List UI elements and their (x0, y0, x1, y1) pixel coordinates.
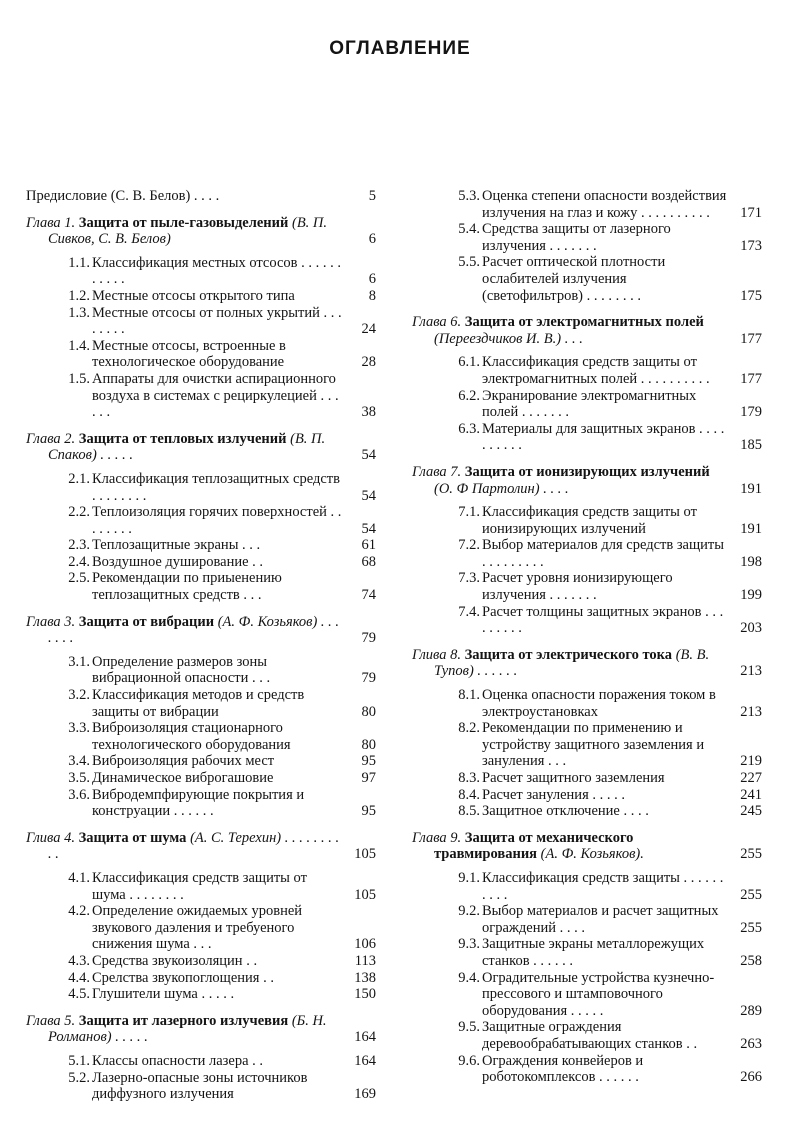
page-number: 198 (740, 553, 762, 570)
section-number: 1.1. (68, 254, 90, 271)
section-title: Расчет толщины защитных экранов . . . . . . . . . (482, 603, 724, 637)
section-number: 1.3. (68, 304, 90, 321)
chapter-title: Защита от ионизирующих излучений (464, 463, 710, 480)
section-title: Расчет защитного заземления (482, 770, 665, 786)
chapter-number: 8. (450, 646, 461, 663)
section-number: 1.5. (68, 370, 90, 387)
section-title: Средства звукоизоляцин . . (92, 952, 258, 969)
section-number: 9.1. (458, 869, 480, 886)
section-title: Виброизоляция стационарного технологического оборудования (92, 720, 291, 753)
section-title: Воздушное душирование . . (92, 553, 264, 570)
page-number: 258 (740, 952, 762, 969)
toc-section (412, 570, 762, 603)
preface-text: Предисловие (С. В. Белов) . . . . (26, 188, 220, 204)
toc-section (412, 803, 762, 820)
toc-section (26, 288, 376, 305)
toc-section (26, 537, 376, 554)
section-number: 9.5. (458, 1019, 480, 1036)
section-number: 7.1. (458, 504, 480, 521)
chapter-number: 7. (450, 463, 462, 480)
toc-section (26, 687, 376, 720)
page-number: 79 (361, 630, 376, 647)
toc-section (26, 787, 376, 820)
chapter-label: Глава (26, 613, 61, 630)
chapter-authors: (А. С. Терехин) . . . . . . . . . . (48, 829, 340, 863)
chapter-authors: (О. Ф Партолин) . . . . (434, 480, 569, 497)
toc-section (412, 770, 762, 787)
toc-section (412, 354, 762, 387)
page-number: 213 (740, 703, 762, 720)
section-title: Оценка опасности поражения током в электроустановках (482, 687, 716, 720)
section-number: 2.1. (68, 470, 90, 487)
toc-preface (26, 188, 376, 205)
page-number: 255 (740, 919, 762, 936)
chapter-authors: (А. Ф. Козьяков). (540, 846, 644, 863)
toc-section (26, 471, 376, 504)
chapter-number: 1. (64, 214, 76, 231)
toc-section (412, 787, 762, 804)
page-number: 241 (740, 786, 762, 803)
section-title: Оградительные устройства кузнечно-прессового и штамповочного оборудования . . . . . (482, 969, 715, 1019)
page-number: 227 (740, 770, 762, 786)
page-number: 6 (368, 271, 376, 288)
toc-section (26, 770, 376, 787)
toc-section (26, 903, 376, 953)
page-number: 113 (354, 952, 376, 969)
section-title: Выбор материалов и расчет защитных ограждений . . . . (482, 903, 719, 936)
chapter-title: Защита от шума (78, 829, 187, 846)
chapter-authors: (В. П. Спаков) . . . . . (48, 430, 326, 464)
section-number: 3.3. (68, 720, 90, 737)
page-number: 177 (740, 330, 762, 347)
section-number: 2.3. (68, 537, 90, 554)
page-number: 255 (740, 886, 762, 903)
section-title: Классы опасности лазера . . (92, 1052, 264, 1069)
page-number: 171 (740, 204, 762, 221)
section-number: 7.2. (458, 537, 480, 554)
chapter-authors: (В. В. Тупов) . . . . . . (434, 646, 710, 680)
toc-section (412, 188, 762, 221)
section-title: Выбор материалов для средств защиты . . . . . . . . . (482, 537, 724, 570)
page-number: 95 (361, 803, 376, 820)
chapter-number: 2. (64, 430, 76, 447)
section-title: Расчет оптической плотности ослабителей излучения (светофильтров) . . . . . . . . (482, 254, 666, 304)
chapter-label: Глива (412, 646, 447, 663)
section-title: Классификация средств защиты . . . . . . . . . . (482, 869, 724, 903)
section-title: Теплоизоляция горячих поверхностей . . . . . . . . (92, 504, 342, 537)
section-title: Классификация средств защиты от электромагнитных полей . . . . . . . . . . (482, 354, 710, 387)
toc-section (26, 570, 376, 603)
section-title: Рекомендации по применению и устройству защитного заземления и зануления . . . (482, 720, 705, 770)
toc-section (26, 986, 376, 1003)
chapter-number: 9. (450, 829, 462, 846)
section-title: Классификация средств защиты от ионизирующих излучений (482, 504, 697, 537)
chapter-title: Защита ит лазерного излучевия (78, 1012, 289, 1029)
chapter-authors: (Б. Н. Ролманов) . . . . . (48, 1012, 327, 1046)
toc-section (412, 537, 762, 570)
page-number: 24 (361, 321, 376, 338)
section-title: Классификация местных отсосов . . . . . . . . . . . (92, 254, 341, 288)
section-number: 8.5. (458, 803, 480, 820)
section-number: 9.2. (458, 903, 480, 920)
section-title: Определение размеров зоны вибрационной опасности . . . (92, 653, 271, 687)
toc-section (26, 255, 376, 288)
page-number: 173 (740, 237, 762, 254)
section-number: 7.3. (458, 570, 480, 587)
toc-section (412, 504, 762, 537)
toc-chapter (26, 215, 376, 248)
section-title: Местные отсосы, встроенные в технологическое оборудование (92, 337, 286, 371)
section-number: 9.4. (458, 969, 480, 986)
page-number: 80 (361, 703, 376, 720)
page-number: 263 (740, 1035, 762, 1052)
toc-chapter (412, 647, 762, 680)
section-title: Материалы для защитных экранов . . . . . . . . . . (482, 420, 725, 454)
toc-right-column (412, 188, 762, 1086)
toc-section (26, 1070, 376, 1103)
section-number: 8.4. (458, 786, 480, 803)
section-number: 3.6. (68, 786, 90, 803)
page-number: 95 (361, 753, 376, 770)
toc-section (26, 654, 376, 687)
page-number: 175 (740, 287, 762, 304)
page-number: 266 (740, 1069, 762, 1086)
toc-section (26, 504, 376, 537)
page-number: 105 (354, 846, 376, 863)
chapter-label: Глава (412, 829, 447, 846)
section-number: 4.3. (68, 952, 90, 969)
page-number: 5 (368, 188, 376, 204)
toc-section (26, 953, 376, 970)
page-number: 199 (740, 587, 762, 604)
toc-section (26, 870, 376, 903)
page-number: 138 (354, 969, 376, 986)
section-number: 9.6. (458, 1052, 480, 1069)
section-title: Защитные ограждения деревообрабатывающих станков . . (482, 1019, 698, 1052)
toc-chapter (26, 431, 376, 464)
toc-chapter (26, 614, 376, 647)
section-number: 3.1. (68, 653, 90, 670)
chapter-title: Защита от пыле-газовыделений (78, 214, 289, 231)
page-number: 38 (361, 404, 376, 421)
page-number: 105 (354, 886, 376, 903)
page-number: 191 (740, 480, 762, 497)
section-title: Защитное отключение . . . . (482, 803, 649, 820)
section-number: 5.2. (68, 1069, 90, 1086)
section-number: 7.4. (458, 603, 480, 620)
section-title: Защитные экраны металлорежущих станков . . . . . . (482, 936, 705, 969)
chapter-title: Защита от электрического тока (464, 646, 673, 663)
page-number: 79 (361, 670, 376, 687)
page-number: 54 (361, 520, 376, 537)
toc-section (412, 1053, 762, 1086)
page-number: 169 (354, 1086, 376, 1103)
section-number: 1.4. (68, 337, 90, 354)
toc-section (412, 254, 762, 304)
section-title: Местные отсосы открытого типа (92, 287, 295, 304)
page-number: 179 (740, 404, 762, 421)
toc-section (412, 936, 762, 969)
section-number: 1.2. (68, 287, 90, 304)
page-number: 185 (740, 437, 762, 454)
section-number: 3.5. (68, 770, 90, 786)
chapter-number: 3. (64, 613, 76, 630)
toc-section (412, 1019, 762, 1052)
page-number: 6 (368, 231, 376, 248)
toc-section (412, 221, 762, 254)
section-number: 4.2. (68, 903, 90, 920)
chapter-number: 4. (64, 829, 75, 846)
section-number: 5.5. (458, 254, 480, 271)
toc-chapter (26, 1013, 376, 1046)
section-title: Вибродемпфирующие покрытия и конструации . . . . . . (92, 786, 305, 820)
section-number: 4.1. (68, 869, 90, 886)
section-title: Глушители шума . . . . . (92, 986, 235, 1003)
toc-section (412, 970, 762, 1020)
chapter-label: Глава (412, 463, 447, 480)
page-number: 150 (354, 986, 376, 1003)
section-title: Определение ожидаемых уровней звукового даэления и требуеного снижения шума . . . (92, 903, 303, 953)
section-title: Лазерно-опасные зоны источников диффузного излучения (92, 1069, 308, 1103)
section-number: 9.3. (458, 936, 480, 953)
section-number: 8.1. (458, 687, 480, 704)
toc-section (412, 903, 762, 936)
section-number: 6.1. (458, 354, 480, 371)
section-number: 2.2. (68, 504, 90, 521)
page-number: 8 (368, 287, 376, 304)
chapter-authors: (В. П. Сивков, С. В. Белов) (48, 214, 328, 248)
toc-chapter (412, 830, 762, 863)
section-title: Виброизоляция рабочих мест (92, 753, 275, 770)
section-title: Экранирование электромагнитных полей . . . . . . . (482, 387, 697, 421)
section-title: Классификация средств защиты от шума . . . . . . . . (92, 869, 307, 903)
page-number: 80 (361, 736, 376, 753)
page-number: 97 (361, 770, 376, 786)
toc-section (412, 720, 762, 770)
chapter-title: Защита от механического травмирования (434, 829, 634, 863)
section-title: Ограждения конвейеров и роботокомплексов . . . . . . (482, 1052, 644, 1086)
section-title: Оценка степени опасности воздействия излучения на глаз и кожу . . . . . . . . . . (482, 188, 727, 221)
chapter-label: Глава (26, 1012, 61, 1029)
section-title: Классификация методов и средств защиты от вибрации (92, 687, 305, 720)
chapter-title: Защита от тепловых излучений (78, 430, 287, 447)
section-number: 8.2. (458, 720, 480, 737)
section-number: 4.4. (68, 969, 90, 986)
section-number: 6.2. (458, 387, 480, 404)
chapter-label: Глава (26, 430, 61, 447)
section-title: Расчет уровня ионизирующего излучения . . . . . . . (482, 570, 673, 604)
page-number: 28 (361, 354, 376, 371)
page-number: 255 (740, 846, 762, 863)
toc-section (412, 604, 762, 637)
toc-section (26, 338, 376, 371)
section-title: Местные отсосы от полных укрытий . . . . . . . . (92, 304, 342, 338)
section-number: 5.1. (68, 1052, 90, 1069)
toc-section (412, 870, 762, 903)
page-number: 106 (354, 936, 376, 953)
chapter-number: 6. (450, 314, 462, 331)
section-number: 5.3. (458, 188, 480, 204)
toc-section (26, 970, 376, 987)
section-title: Расчет зануления . . . . . (482, 786, 625, 803)
page-title: ОГЛАВЛЕНИЕ (329, 38, 471, 59)
toc-section (26, 1053, 376, 1070)
page-number: 54 (361, 447, 376, 464)
section-number: 3.4. (68, 753, 90, 770)
toc-chapter (412, 464, 762, 497)
section-number: 5.4. (458, 221, 480, 238)
page-number: 219 (740, 753, 762, 770)
chapter-title: Защита от вибрации (78, 613, 215, 630)
toc-section (26, 371, 376, 421)
chapter-number: 5. (64, 1012, 76, 1029)
page-number: 203 (740, 620, 762, 637)
section-title: Рекомендации по приыенению теплозащитных средств . . . (92, 570, 282, 604)
toc-section (26, 554, 376, 571)
chapter-authors: (А. Ф. Козьяков) . . . . . . . (48, 613, 340, 647)
section-title: Теплозащитные экраны . . . (92, 537, 261, 554)
toc-left-column (26, 188, 376, 1103)
chapter-authors: (Переездчиков И. В.) . . . (434, 330, 583, 347)
section-number: 8.3. (458, 770, 480, 786)
page-number: 68 (361, 553, 376, 570)
section-number: 6.3. (458, 420, 480, 437)
toc-chapter (412, 314, 762, 347)
section-number: 3.2. (68, 687, 90, 704)
page-number: 213 (740, 663, 762, 680)
page-number: 164 (354, 1052, 376, 1069)
page-number: 61 (361, 537, 376, 554)
section-number: 2.4. (68, 553, 90, 570)
section-title: Срелства звукопоглощения . . (92, 969, 274, 986)
section-title: Аппараты для очистки аспирационного воздуха в системах с рециркулецией . . . . . . (92, 370, 339, 421)
section-title: Классификация теплозащитных средств . . . . . . . . (92, 470, 340, 504)
section-title: Динамическое виброгашовие (92, 770, 274, 786)
page-number: 191 (740, 520, 762, 537)
toc-chapter (26, 830, 376, 863)
toc-section (26, 305, 376, 338)
section-number: 2.5. (68, 570, 90, 587)
chapter-label: Глава (412, 314, 447, 331)
toc-section (412, 388, 762, 421)
section-number: 4.5. (68, 986, 90, 1003)
page-number: 177 (740, 370, 762, 387)
toc-section (412, 687, 762, 720)
page-number: 74 (361, 587, 376, 604)
page-number: 54 (361, 487, 376, 504)
chapter-label: Глива (26, 829, 61, 846)
page-number: 164 (354, 1029, 376, 1046)
section-title: Средства защиты от лазерного излучения . . . . . . . (482, 221, 671, 254)
chapter-title: Защита от электромагнитных полей (464, 314, 704, 331)
page-number: 245 (740, 803, 762, 820)
chapter-label: Глава (26, 214, 61, 231)
toc-section (26, 720, 376, 753)
toc-section (26, 753, 376, 770)
toc-section (412, 421, 762, 454)
page-number: 289 (740, 1002, 762, 1019)
